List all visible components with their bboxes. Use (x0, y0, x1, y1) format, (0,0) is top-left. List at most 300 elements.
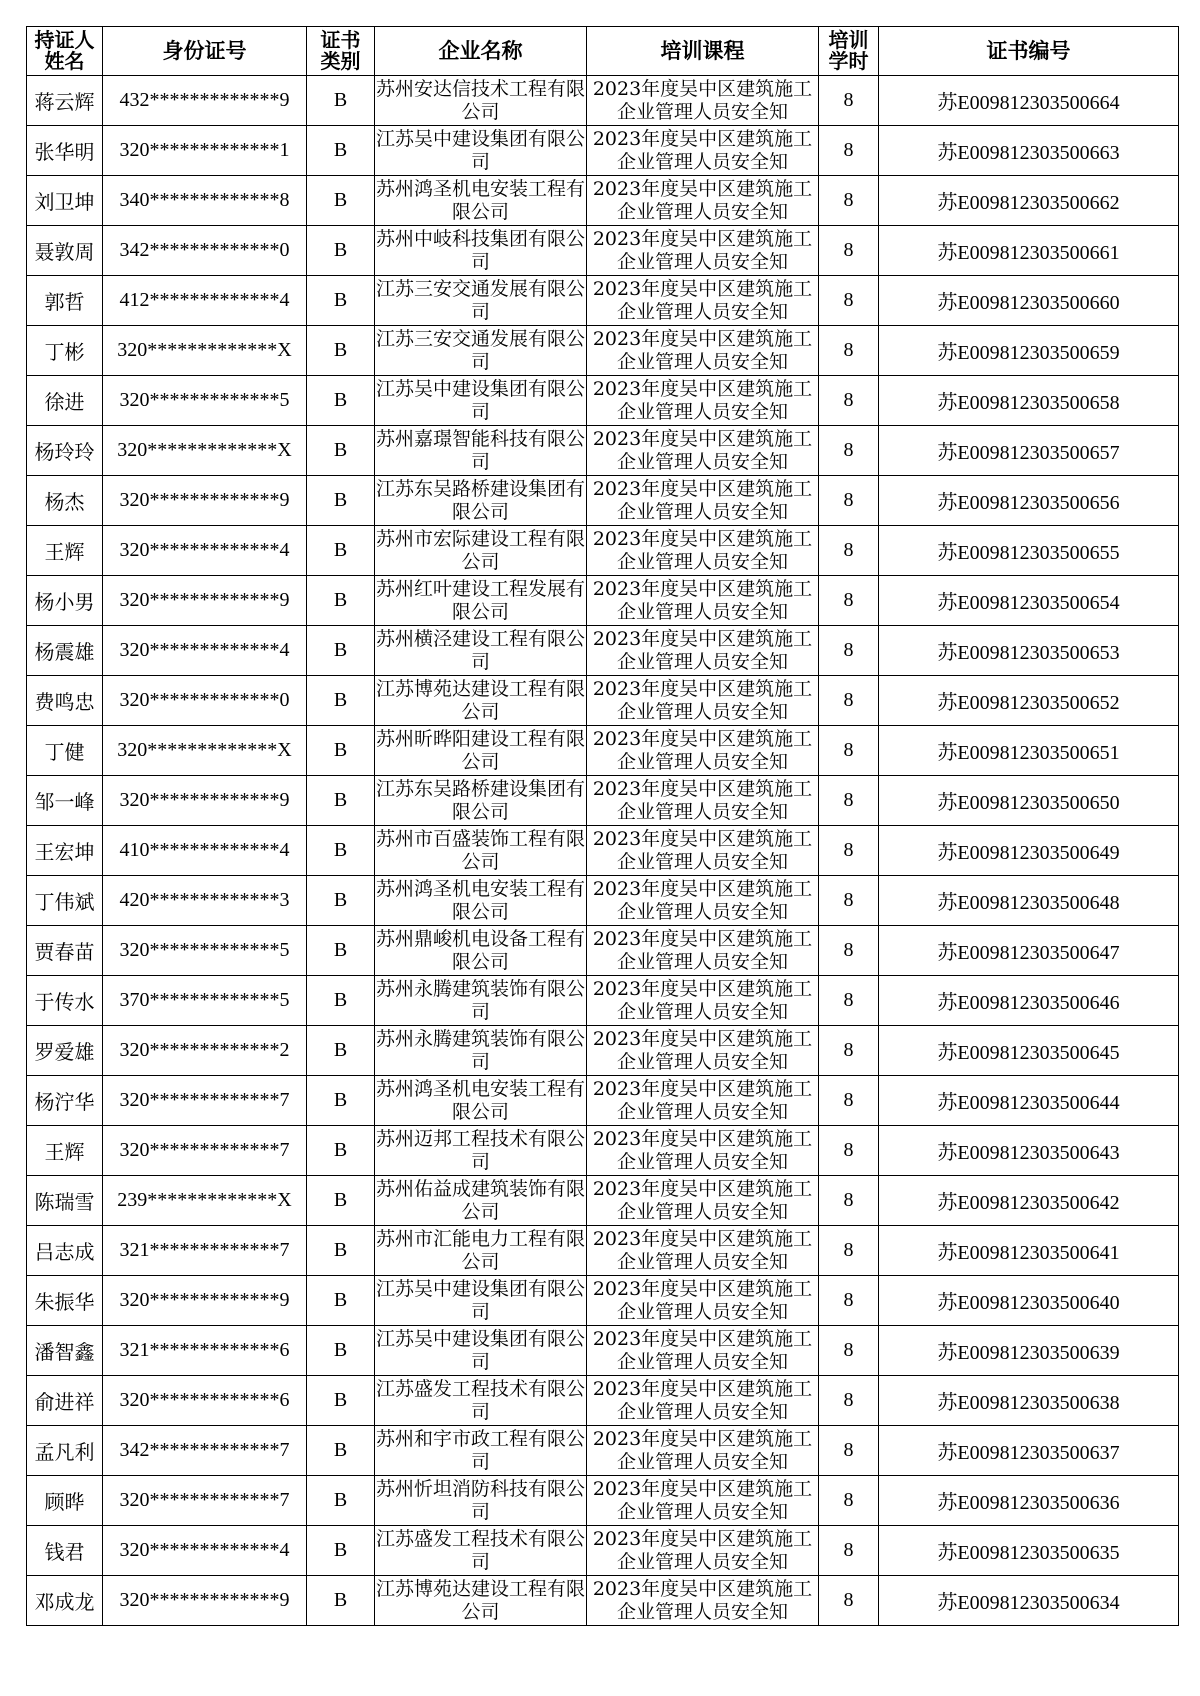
cell-hours: 8 (819, 176, 879, 226)
cell-cert-no: 苏E009812303500659 (879, 326, 1179, 376)
cell-course-text: 2023年度吴中区建筑施工企业管理人员安全知 (592, 1127, 813, 1173)
cell-cert-no: 苏E009812303500647 (879, 926, 1179, 976)
cell-category: B (307, 626, 375, 676)
cell-company (375, 326, 587, 376)
cell-company-text: 江苏博苑达建设工程有限公司 (375, 677, 585, 723)
cell-name: 丁健 (27, 726, 103, 776)
cell-course-text: 2023年度吴中区建筑施工企业管理人员安全知 (592, 1277, 813, 1323)
cell-cert-no: 苏E009812303500641 (879, 1226, 1179, 1276)
cell-hours: 8 (819, 1076, 879, 1126)
cell-course-text: 2023年度吴中区建筑施工企业管理人员安全知 (592, 1477, 813, 1523)
cell-company-text: 江苏吴中建设集团有限公司 (375, 377, 585, 423)
cell-cert-no: 苏E009812303500651 (879, 726, 1179, 776)
table-row (27, 176, 1179, 226)
cell-course-text: 2023年度吴中区建筑施工企业管理人员安全知 (592, 1427, 813, 1473)
cell-company (375, 876, 587, 926)
cell-cert-no: 苏E009812303500649 (879, 826, 1179, 876)
cell-company (375, 476, 587, 526)
cell-id: 320*************4 (103, 626, 307, 676)
cell-course-text: 2023年度吴中区建筑施工企业管理人员安全知 (592, 977, 813, 1023)
cell-company-text: 苏州昕晔阳建设工程有限公司 (375, 727, 585, 773)
cell-course (587, 1576, 819, 1626)
cell-id: 321*************7 (103, 1226, 307, 1276)
cell-name: 杨玲玲 (27, 426, 103, 476)
cell-category: B (307, 276, 375, 326)
cell-cert-no: 苏E009812303500634 (879, 1576, 1179, 1626)
cell-category: B (307, 1326, 375, 1376)
cell-name: 邓成龙 (27, 1576, 103, 1626)
cell-category: B (307, 1126, 375, 1176)
cell-id: 342*************7 (103, 1426, 307, 1476)
cell-cert-no: 苏E009812303500645 (879, 1026, 1179, 1076)
cell-cert-no: 苏E009812303500644 (879, 1076, 1179, 1126)
cell-course-text: 2023年度吴中区建筑施工企业管理人员安全知 (592, 427, 813, 473)
table-body (27, 76, 1179, 1626)
cell-company-text: 江苏三安交通发展有限公司 (375, 277, 585, 323)
cell-cert-no: 苏E009812303500642 (879, 1176, 1179, 1226)
cell-category: B (307, 876, 375, 926)
cell-cert-no: 苏E009812303500650 (879, 776, 1179, 826)
cell-cert-no: 苏E009812303500662 (879, 176, 1179, 226)
cell-course-text: 2023年度吴中区建筑施工企业管理人员安全知 (592, 877, 813, 923)
cell-company-text: 江苏东吴路桥建设集团有限公司 (375, 477, 585, 523)
cell-id: 320*************7 (103, 1126, 307, 1176)
cell-cert-no: 苏E009812303500638 (879, 1376, 1179, 1426)
table-header (27, 27, 1179, 76)
table-row (27, 976, 1179, 1026)
cell-category: B (307, 926, 375, 976)
cell-category: B (307, 576, 375, 626)
cell-course-text: 2023年度吴中区建筑施工企业管理人员安全知 (592, 377, 813, 423)
cell-cert-no: 苏E009812303500646 (879, 976, 1179, 1026)
table-row (27, 276, 1179, 326)
cell-company (375, 226, 587, 276)
cell-course (587, 226, 819, 276)
cell-company-text: 苏州和宇市政工程有限公司 (375, 1427, 585, 1473)
table-row (27, 1376, 1179, 1426)
cell-course-text: 2023年度吴中区建筑施工企业管理人员安全知 (592, 277, 813, 323)
table-row (27, 376, 1179, 426)
cell-name: 徐进 (27, 376, 103, 426)
cell-cert-no: 苏E009812303500657 (879, 426, 1179, 476)
cell-company (375, 676, 587, 726)
cell-category: B (307, 1076, 375, 1126)
cell-name: 费鸣忠 (27, 676, 103, 726)
cell-hours: 8 (819, 76, 879, 126)
cell-cert-no: 苏E009812303500660 (879, 276, 1179, 326)
table-row (27, 126, 1179, 176)
cell-id: 342*************0 (103, 226, 307, 276)
cell-company (375, 776, 587, 826)
cell-hours: 8 (819, 1476, 879, 1526)
cell-company (375, 1126, 587, 1176)
table-row (27, 76, 1179, 126)
cell-cert-no: 苏E009812303500655 (879, 526, 1179, 576)
cell-company (375, 1226, 587, 1276)
cell-hours: 8 (819, 1176, 879, 1226)
certificate-table (26, 26, 1179, 1626)
cell-hours: 8 (819, 126, 879, 176)
cell-course (587, 726, 819, 776)
cell-id: 412*************4 (103, 276, 307, 326)
cell-course (587, 426, 819, 476)
cell-hours: 8 (819, 1576, 879, 1626)
cell-course (587, 326, 819, 376)
cell-course (587, 376, 819, 426)
cell-category: B (307, 76, 375, 126)
cell-name: 罗爱雄 (27, 1026, 103, 1076)
cell-name: 杨震雄 (27, 626, 103, 676)
cell-company-text: 苏州忻坦消防科技有限公司 (375, 1477, 585, 1523)
cell-hours: 8 (819, 326, 879, 376)
cell-category: B (307, 676, 375, 726)
cell-hours: 8 (819, 1376, 879, 1426)
cell-course-text: 2023年度吴中区建筑施工企业管理人员安全知 (592, 1077, 813, 1123)
cell-company-text: 苏州永腾建筑装饰有限公司 (375, 977, 585, 1023)
cell-company-text: 苏州安达信技术工程有限公司 (375, 77, 585, 123)
table-row (27, 226, 1179, 276)
cell-course (587, 626, 819, 676)
table-row (27, 876, 1179, 926)
cell-category: B (307, 826, 375, 876)
cell-category: B (307, 376, 375, 426)
cell-course-text: 2023年度吴中区建筑施工企业管理人员安全知 (592, 727, 813, 773)
cell-company-text: 苏州鸿圣机电安装工程有限公司 (375, 1077, 585, 1123)
cell-hours: 8 (819, 1226, 879, 1276)
cell-hours: 8 (819, 876, 879, 926)
cell-hours: 8 (819, 526, 879, 576)
cell-id: 320*************6 (103, 1376, 307, 1426)
cell-hours: 8 (819, 1526, 879, 1576)
cell-hours: 8 (819, 1426, 879, 1476)
cell-company (375, 526, 587, 576)
cell-company (375, 76, 587, 126)
cell-company (375, 1526, 587, 1576)
cell-course (587, 1526, 819, 1576)
table-row (27, 526, 1179, 576)
cell-id: 320*************X (103, 426, 307, 476)
cell-company-text: 苏州市汇能电力工程有限公司 (375, 1227, 585, 1273)
cell-course (587, 776, 819, 826)
cell-hours: 8 (819, 426, 879, 476)
table-row (27, 1576, 1179, 1626)
cell-course (587, 1126, 819, 1176)
cell-id: 320*************4 (103, 1526, 307, 1576)
cell-id: 320*************9 (103, 1576, 307, 1626)
cell-course (587, 1026, 819, 1076)
cell-course-text: 2023年度吴中区建筑施工企业管理人员安全知 (592, 677, 813, 723)
cell-course-text: 2023年度吴中区建筑施工企业管理人员安全知 (592, 827, 813, 873)
cell-name: 钱君 (27, 1526, 103, 1576)
cell-course (587, 576, 819, 626)
cell-course-text: 2023年度吴中区建筑施工企业管理人员安全知 (592, 527, 813, 573)
table-row (27, 326, 1179, 376)
header-row (27, 27, 1179, 76)
cell-cert-no: 苏E009812303500656 (879, 476, 1179, 526)
table-row (27, 476, 1179, 526)
cell-category: B (307, 226, 375, 276)
cell-company (375, 576, 587, 626)
table-row (27, 676, 1179, 726)
cell-course (587, 1476, 819, 1526)
cell-company (375, 1176, 587, 1226)
cell-company-text: 江苏吴中建设集团有限公司 (375, 1277, 585, 1323)
table-row (27, 626, 1179, 676)
cell-cert-no: 苏E009812303500637 (879, 1426, 1179, 1476)
cell-hours: 8 (819, 676, 879, 726)
cell-company-text: 苏州永腾建筑装饰有限公司 (375, 1027, 585, 1073)
cell-name: 杨小男 (27, 576, 103, 626)
table-row (27, 726, 1179, 776)
table-row (27, 1026, 1179, 1076)
cell-category: B (307, 1176, 375, 1226)
table-row (27, 1326, 1179, 1376)
cell-company-text: 苏州鼎峻机电设备工程有限公司 (375, 927, 585, 973)
cell-company-text: 苏州横泾建设工程有限公司 (375, 627, 585, 673)
cell-category: B (307, 776, 375, 826)
cell-hours: 8 (819, 1026, 879, 1076)
cell-id: 410*************4 (103, 826, 307, 876)
cell-category: B (307, 1026, 375, 1076)
cell-company (375, 1276, 587, 1326)
cell-id: 320*************5 (103, 926, 307, 976)
cell-hours: 8 (819, 476, 879, 526)
cell-hours: 8 (819, 726, 879, 776)
cell-id: 320*************0 (103, 676, 307, 726)
cell-course-text: 2023年度吴中区建筑施工企业管理人员安全知 (592, 577, 813, 623)
cell-course (587, 1076, 819, 1126)
cell-id: 320*************1 (103, 126, 307, 176)
cell-course (587, 976, 819, 1026)
cell-company (375, 1076, 587, 1126)
cell-course (587, 1426, 819, 1476)
cell-cert-no: 苏E009812303500635 (879, 1526, 1179, 1576)
cell-name: 丁彬 (27, 326, 103, 376)
cell-category: B (307, 176, 375, 226)
cell-cert-no: 苏E009812303500654 (879, 576, 1179, 626)
header-id: 身份证号 (103, 27, 307, 76)
table-row (27, 576, 1179, 626)
cell-company (375, 1026, 587, 1076)
cell-id: 321*************6 (103, 1326, 307, 1376)
cell-category: B (307, 1226, 375, 1276)
cell-company-text: 苏州市百盛装饰工程有限公司 (375, 827, 585, 873)
cell-id: 320*************5 (103, 376, 307, 426)
table-row (27, 776, 1179, 826)
cell-company (375, 1476, 587, 1526)
cell-company (375, 726, 587, 776)
cell-course-text: 2023年度吴中区建筑施工企业管理人员安全知 (592, 927, 813, 973)
header-hours: 培训 学时 (819, 27, 879, 76)
cell-course (587, 676, 819, 726)
cell-category: B (307, 1526, 375, 1576)
cell-cert-no: 苏E009812303500664 (879, 76, 1179, 126)
cell-name: 张华明 (27, 126, 103, 176)
cell-name: 杨杰 (27, 476, 103, 526)
cell-cert-no: 苏E009812303500652 (879, 676, 1179, 726)
cell-company (375, 826, 587, 876)
cell-company-text: 江苏吴中建设集团有限公司 (375, 1327, 585, 1373)
header-cert-no: 证书编号 (879, 27, 1179, 76)
cell-hours: 8 (819, 626, 879, 676)
cell-category: B (307, 1276, 375, 1326)
cell-course (587, 926, 819, 976)
cell-course-text: 2023年度吴中区建筑施工企业管理人员安全知 (592, 1177, 813, 1223)
cell-course (587, 526, 819, 576)
cell-category: B (307, 476, 375, 526)
table-row (27, 826, 1179, 876)
cell-company-text: 苏州鸿圣机电安装工程有限公司 (375, 177, 585, 223)
cell-company (375, 1326, 587, 1376)
cell-course (587, 126, 819, 176)
cell-cert-no: 苏E009812303500663 (879, 126, 1179, 176)
cell-company (375, 176, 587, 226)
cell-category: B (307, 976, 375, 1026)
cell-cert-no: 苏E009812303500643 (879, 1126, 1179, 1176)
cell-name: 王宏坤 (27, 826, 103, 876)
cell-course (587, 876, 819, 926)
cell-company-text: 苏州鸿圣机电安装工程有限公司 (375, 877, 585, 923)
cell-id: 320*************9 (103, 1276, 307, 1326)
cell-id: 340*************8 (103, 176, 307, 226)
cell-category: B (307, 126, 375, 176)
cell-name: 孟凡利 (27, 1426, 103, 1476)
cell-name: 朱振华 (27, 1276, 103, 1326)
cell-name: 刘卫坤 (27, 176, 103, 226)
cell-course (587, 76, 819, 126)
cell-course (587, 1176, 819, 1226)
cell-hours: 8 (819, 776, 879, 826)
cell-course (587, 1276, 819, 1326)
cell-category: B (307, 426, 375, 476)
cell-company (375, 1376, 587, 1426)
cell-name: 吕志成 (27, 1226, 103, 1276)
cell-id: 320*************7 (103, 1076, 307, 1126)
cell-hours: 8 (819, 276, 879, 326)
cell-name: 于传水 (27, 976, 103, 1026)
cell-name: 蒋云辉 (27, 76, 103, 126)
cell-hours: 8 (819, 926, 879, 976)
cell-course-text: 2023年度吴中区建筑施工企业管理人员安全知 (592, 1327, 813, 1373)
cell-id: 370*************5 (103, 976, 307, 1026)
cell-course-text: 2023年度吴中区建筑施工企业管理人员安全知 (592, 1377, 813, 1423)
cell-company (375, 626, 587, 676)
cell-course-text: 2023年度吴中区建筑施工企业管理人员安全知 (592, 1527, 813, 1573)
cell-id: 420*************3 (103, 876, 307, 926)
cell-company (375, 926, 587, 976)
cell-category: B (307, 1576, 375, 1626)
cell-hours: 8 (819, 826, 879, 876)
cell-category: B (307, 1376, 375, 1426)
cell-cert-no: 苏E009812303500653 (879, 626, 1179, 676)
cell-id: 432*************9 (103, 76, 307, 126)
cell-id: 320*************X (103, 726, 307, 776)
cell-company-text: 江苏东吴路桥建设集团有限公司 (375, 777, 585, 823)
cell-company-text: 江苏盛发工程技术有限公司 (375, 1527, 585, 1573)
cell-category: B (307, 526, 375, 576)
cell-cert-no: 苏E009812303500648 (879, 876, 1179, 926)
cell-course (587, 176, 819, 226)
table-row (27, 1226, 1179, 1276)
cell-cert-no: 苏E009812303500658 (879, 376, 1179, 426)
cell-cert-no: 苏E009812303500636 (879, 1476, 1179, 1526)
cell-company-text: 江苏吴中建设集团有限公司 (375, 127, 585, 173)
cell-name: 俞进祥 (27, 1376, 103, 1426)
cell-company (375, 126, 587, 176)
cell-hours: 8 (819, 376, 879, 426)
cell-id: 320*************9 (103, 776, 307, 826)
cell-course-text: 2023年度吴中区建筑施工企业管理人员安全知 (592, 477, 813, 523)
cell-company-text: 苏州佑益成建筑装饰有限公司 (375, 1177, 585, 1223)
table-row (27, 1426, 1179, 1476)
table-row (27, 426, 1179, 476)
cell-name: 邹一峰 (27, 776, 103, 826)
cell-cert-no: 苏E009812303500639 (879, 1326, 1179, 1376)
cell-name: 杨泞华 (27, 1076, 103, 1126)
cell-company (375, 976, 587, 1026)
cell-category: B (307, 1476, 375, 1526)
cell-hours: 8 (819, 976, 879, 1026)
cell-name: 贾春苗 (27, 926, 103, 976)
cell-id: 320*************4 (103, 526, 307, 576)
cell-category: B (307, 326, 375, 376)
cell-course-text: 2023年度吴中区建筑施工企业管理人员安全知 (592, 177, 813, 223)
cell-category: B (307, 1426, 375, 1476)
cell-name: 聂敦周 (27, 226, 103, 276)
cell-company-text: 苏州市宏际建设工程有限公司 (375, 527, 585, 573)
table-row (27, 1276, 1179, 1326)
cell-course (587, 1376, 819, 1426)
cell-company-text: 苏州中岐科技集团有限公司 (375, 227, 585, 273)
cell-company-text: 苏州红叶建设工程发展有限公司 (375, 577, 585, 623)
cell-company-text: 江苏博苑达建设工程有限公司 (375, 1577, 585, 1623)
table-row (27, 1076, 1179, 1126)
cell-id: 320*************2 (103, 1026, 307, 1076)
cell-company (375, 1426, 587, 1476)
cell-course-text: 2023年度吴中区建筑施工企业管理人员安全知 (592, 77, 813, 123)
cell-id: 320*************9 (103, 476, 307, 526)
cell-name: 郭哲 (27, 276, 103, 326)
cell-course-text: 2023年度吴中区建筑施工企业管理人员安全知 (592, 1227, 813, 1273)
header-category: 证书 类别 (307, 27, 375, 76)
cell-name: 潘智鑫 (27, 1326, 103, 1376)
cell-course-text: 2023年度吴中区建筑施工企业管理人员安全知 (592, 777, 813, 823)
cell-name: 丁伟斌 (27, 876, 103, 926)
cell-hours: 8 (819, 1126, 879, 1176)
cell-hours: 8 (819, 1276, 879, 1326)
table-row (27, 1176, 1179, 1226)
cell-course-text: 2023年度吴中区建筑施工企业管理人员安全知 (592, 127, 813, 173)
cell-company-text: 江苏盛发工程技术有限公司 (375, 1377, 585, 1423)
header-course: 培训课程 (587, 27, 819, 76)
cell-course-text: 2023年度吴中区建筑施工企业管理人员安全知 (592, 1577, 813, 1623)
cell-course-text: 2023年度吴中区建筑施工企业管理人员安全知 (592, 1027, 813, 1073)
cell-id: 320*************7 (103, 1476, 307, 1526)
table-row (27, 1526, 1179, 1576)
cell-company (375, 426, 587, 476)
table-row (27, 1126, 1179, 1176)
cell-id: 239*************X (103, 1176, 307, 1226)
cell-course-text: 2023年度吴中区建筑施工企业管理人员安全知 (592, 627, 813, 673)
cell-hours: 8 (819, 576, 879, 626)
cell-company-text: 江苏三安交通发展有限公司 (375, 327, 585, 373)
cell-cert-no: 苏E009812303500640 (879, 1276, 1179, 1326)
cell-course (587, 476, 819, 526)
cell-course (587, 1326, 819, 1376)
cell-company (375, 1576, 587, 1626)
cell-name: 顾晔 (27, 1476, 103, 1526)
cell-hours: 8 (819, 226, 879, 276)
